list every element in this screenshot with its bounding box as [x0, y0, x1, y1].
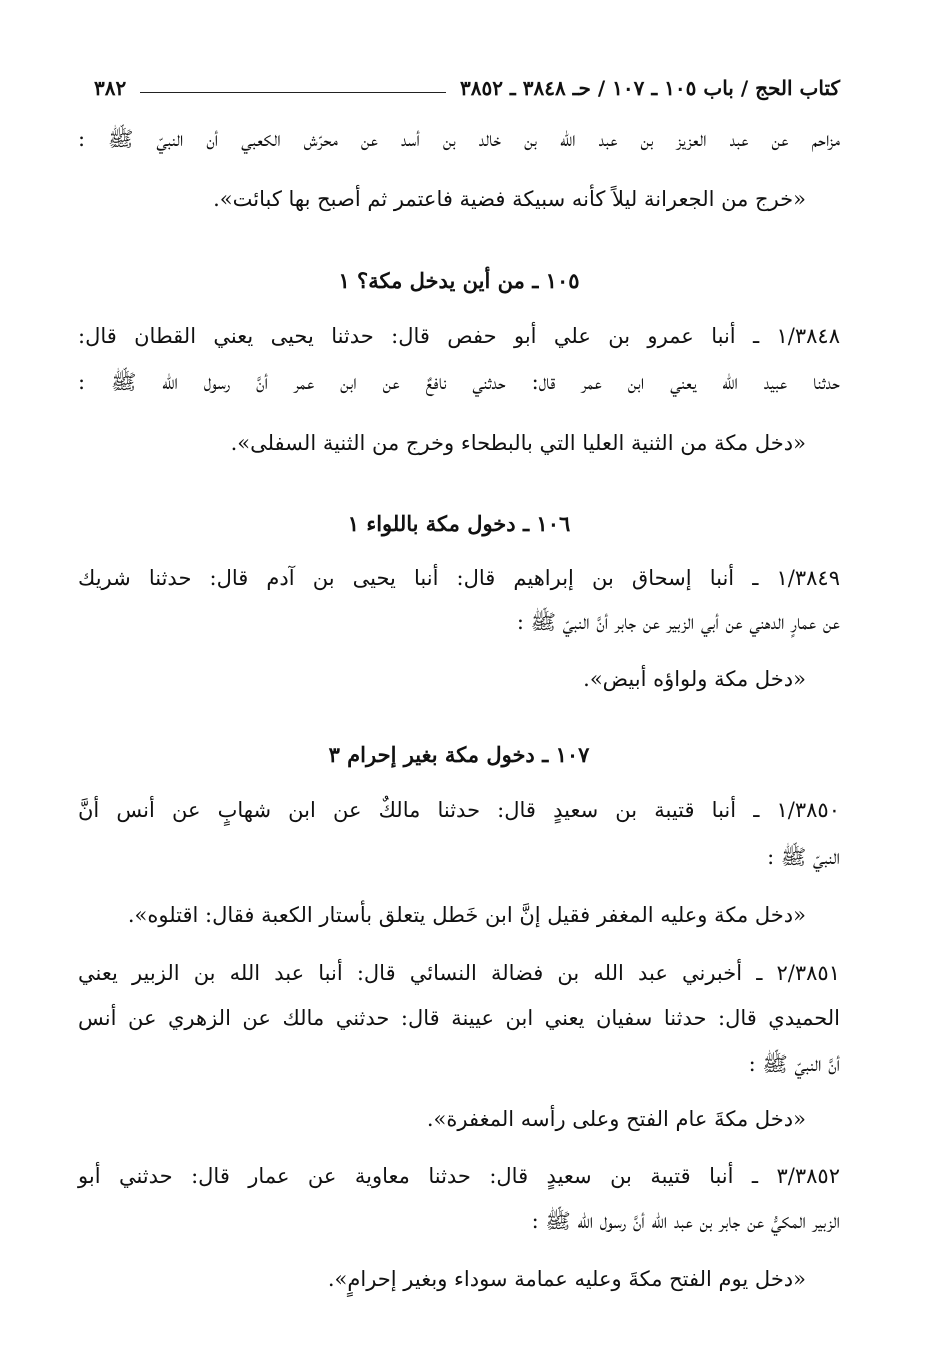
hadith-text: «دخل مكةَ عام الفتح وعلى رأسه المغفرة».	[426, 1107, 806, 1131]
hadith-isnad-line: ١/٣٨٥٠ ـ أنبا قتيبة بن سعيدٍ قال: حدثنا مالكٌ عن ابن شهابٍ عن أنس أنَّ	[78, 798, 840, 822]
hadith-text: «خرج من الجعرانة ليلاً كأنه سبيكة فضية فاعتمر ثم أصبح بها كبائت».	[213, 187, 806, 211]
chapter-heading: ١٠٧ ـ دخول مكة بغير إحرام ٣	[328, 742, 590, 767]
chapter-heading: ١٠٦ ـ دخول مكة باللواء ١	[347, 511, 571, 536]
text-line: أنَّ النبيّ ﷺ :	[748, 1052, 840, 1076]
hadith-isnad-line: ٣/٣٨٥٢ ـ أنبا قتيبة بن سعيدٍ قال: حدثنا معاوية عن عمار قال: حدثني أبو	[78, 1164, 840, 1188]
header-rule	[140, 92, 446, 93]
text-line: حدثنا عبيد الله يعني ابن عمر قال: حدثني نافعٌ عن ابن عمر أنَّ رسول الله ﷺ :	[78, 370, 840, 394]
hadith-isnad-line: ٢/٣٨٥١ ـ أخبرني عبد الله بن فضالة النسائي قال: أنبا عبد الله بن الزبير يعني	[78, 961, 840, 985]
hadith-text: «دخل مكة ولواؤه أبيض».	[583, 667, 806, 691]
chapter-heading: ١٠٥ ـ من أين يدخل مكة؟ ١	[338, 268, 580, 293]
text-line: النبيّ ﷺ :	[767, 845, 840, 869]
text-line: عن عمارٍ الدهني عن أبي الزبير عن جابر أنَّ النبيّ ﷺ :	[516, 610, 840, 634]
hadith-text: «دخل مكة وعليه المغفر فقيل إنَّ ابن خَطل يتعلق بأستار الكعبة فقال: اقتلوه».	[127, 903, 806, 927]
text-line: مزاحم عن عبد العزيز بن عبد الله بن خالد بن أسد عن محرّش الكعبي أن النبيّ ﷺ :	[78, 127, 840, 151]
page-number: ٣٨٢	[94, 76, 127, 100]
running-title: كتاب الحج / باب ١٠٥ ـ ١٠٧ / حـ ٣٨٤٨ ـ ٣٨٥٢	[459, 76, 840, 100]
hadith-text: «دخل مكة من الثنية العليا التي بالبطحاء وخرج من الثنية السفلى».	[230, 431, 806, 455]
page-header	[78, 70, 840, 106]
hadith-isnad-line: ١/٣٨٤٨ ـ أنبا عمرو بن علي أبو حفص قال: حدثنا يحيى يعني القطان قال:	[78, 324, 840, 348]
hadith-isnad-line: ١/٣٨٤٩ ـ أنبا إسحاق بن إبراهيم قال: أنبا يحيى بن آدم قال: حدثنا شريك	[78, 566, 840, 590]
hadith-text: «دخل يوم الفتح مكةَ وعليه عمامة سوداء وبغير إحرامٍ».	[327, 1267, 806, 1291]
text-line: الحميدي قال: حدثنا سفيان يعني ابن عيينة قال: حدثني مالك عن الزهري عن أنس	[78, 1006, 840, 1030]
text-line: الزبير المكيُّ عن جابر بن عبد الله أنَّ رسول الله ﷺ :	[531, 1209, 840, 1233]
